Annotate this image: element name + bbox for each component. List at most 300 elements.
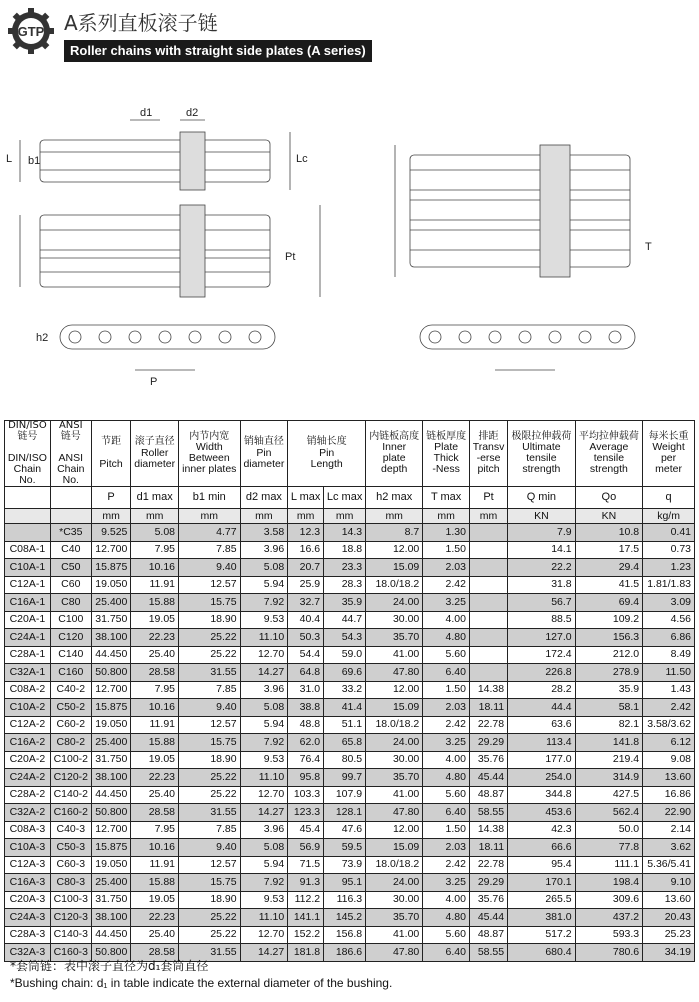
table-cell: C120-3 (50, 909, 91, 927)
table-cell: 265.5 (508, 891, 576, 909)
table-cell: 314.9 (575, 769, 643, 787)
table-cell: C08A-3 (5, 821, 51, 839)
table-row (5, 576, 695, 594)
table-row (5, 559, 695, 577)
table-cell: 18.11 (469, 839, 507, 857)
table-cell: 11.50 (643, 664, 695, 682)
table-cell: 6.86 (643, 629, 695, 647)
table-cell: 12.57 (179, 576, 241, 594)
table-cell: 38.8 (288, 699, 324, 717)
table-cell: 186.6 (324, 944, 366, 962)
table-cell: 34.19 (643, 944, 695, 962)
page-title-en: Roller chains with straight side plates (A series) (64, 40, 372, 62)
table-cell: 18.0/18.2 (366, 576, 423, 594)
table-cell: 24.00 (366, 874, 423, 892)
table-row (5, 524, 695, 542)
gtp-gear-logo (6, 6, 56, 56)
table-cell: 181.8 (288, 944, 324, 962)
table-cell: 31.0 (288, 681, 324, 699)
table-cell: 35.76 (469, 891, 507, 909)
table-cell: 19.05 (131, 751, 179, 769)
table-cell: 3.58/3.62 (643, 716, 695, 734)
table-cell: 5.36/5.41 (643, 856, 695, 874)
table-cell: 12.57 (179, 856, 241, 874)
table-cell: 44.7 (324, 611, 366, 629)
table-cell: 9.53 (240, 611, 288, 629)
label-h2: h2 (36, 332, 49, 344)
table-cell: mm (469, 509, 507, 524)
label-T: T (645, 241, 652, 253)
table-cell: 11.10 (240, 909, 288, 927)
table-cell: 54.3 (324, 629, 366, 647)
table-row (5, 821, 695, 839)
table-cell: 18.11 (469, 699, 507, 717)
table-cell: 123.3 (288, 804, 324, 822)
table-cell: 48.87 (469, 926, 507, 944)
table-cell: 20.7 (288, 559, 324, 577)
table-cell (50, 509, 91, 524)
table-cell: L max (288, 487, 324, 509)
table-cell: 12.700 (91, 681, 131, 699)
table-cell: C32A-3 (5, 944, 51, 962)
label-b1: b1 (28, 155, 41, 167)
table-cell: 5.08 (240, 559, 288, 577)
table-cell: 219.4 (575, 751, 643, 769)
table-cell: 17.5 (575, 541, 643, 559)
table-cell: mm (131, 509, 179, 524)
table-cell: 25.40 (131, 646, 179, 664)
table-cell: 31.750 (91, 891, 131, 909)
duplex-chain-drawing (20, 205, 320, 297)
table-cell: 8.49 (643, 646, 695, 664)
table-cell (469, 629, 507, 647)
table-cell: 95.8 (288, 769, 324, 787)
table-cell (5, 524, 51, 542)
table-cell: 44.4 (508, 699, 576, 717)
table-cell: C160-3 (50, 944, 91, 962)
label-Pt: Pt (285, 251, 296, 263)
table-cell: 517.2 (508, 926, 576, 944)
table-cell: 22.78 (469, 856, 507, 874)
table-cell: 16.6 (288, 541, 324, 559)
table-row (5, 629, 695, 647)
table-cell: 15.875 (91, 839, 131, 857)
table-cell: 30.00 (366, 891, 423, 909)
table-cell: C40-3 (50, 821, 91, 839)
table-cell (469, 559, 507, 577)
table-cell: d1 max (131, 487, 179, 509)
table-cell: 29.29 (469, 734, 507, 752)
table-cell: 22.23 (131, 909, 179, 927)
table-cell: 41.5 (575, 576, 643, 594)
table-cell: C28A-3 (5, 926, 51, 944)
table-cell: 112.2 (288, 891, 324, 909)
table-cell: 47.80 (366, 804, 423, 822)
table-cell: 9.40 (179, 559, 241, 577)
table-cell: mm (240, 509, 288, 524)
table-cell: 15.75 (179, 594, 241, 612)
table-cell: 9.53 (240, 891, 288, 909)
table-row (5, 594, 695, 612)
table-row (5, 611, 695, 629)
table-cell: mm (324, 509, 366, 524)
table-cell: 59.5 (324, 839, 366, 857)
table-cell: 20.43 (643, 909, 695, 927)
table-cell: 11.10 (240, 629, 288, 647)
table-cell: 172.4 (508, 646, 576, 664)
table-cell: 14.3 (324, 524, 366, 542)
table-row (5, 751, 695, 769)
table-cell: 41.4 (324, 699, 366, 717)
table-cell: 25.22 (179, 646, 241, 664)
table-row (5, 856, 695, 874)
table-cell: b1 min (179, 487, 241, 509)
table-cell: C50-2 (50, 699, 91, 717)
table-cell: 14.38 (469, 821, 507, 839)
table-cell: C120 (50, 629, 91, 647)
table-cell: 0.73 (643, 541, 695, 559)
table-cell: 35.9 (575, 681, 643, 699)
table-cell: C12A-2 (5, 716, 51, 734)
table-cell: 309.6 (575, 891, 643, 909)
table-cell: 7.95 (131, 821, 179, 839)
table-cell: 2.14 (643, 821, 695, 839)
table-cell: 10.8 (575, 524, 643, 542)
table-cell: 427.5 (575, 786, 643, 804)
table-cell: 41.00 (366, 786, 423, 804)
table-cell: 15.88 (131, 734, 179, 752)
table-cell: C20A-2 (5, 751, 51, 769)
table-cell: 15.75 (179, 874, 241, 892)
table-cell: 10.16 (131, 559, 179, 577)
table-cell: 31.55 (179, 804, 241, 822)
hdr-depth: 内链板高度 Inner plate depth (366, 421, 423, 487)
table-cell: 45.44 (469, 909, 507, 927)
table-cell: 31.55 (179, 664, 241, 682)
triplex-chain-drawing (395, 145, 630, 277)
hdr-pin: 销轴直径 Pin diameter (240, 421, 288, 487)
table-cell: 14.38 (469, 681, 507, 699)
table-cell: C40 (50, 541, 91, 559)
table-cell: C28A-2 (5, 786, 51, 804)
table-cell: 33.2 (324, 681, 366, 699)
hdr-roller: 滚子直径 Roller diameter (131, 421, 179, 487)
simplex-chain-drawing (20, 120, 290, 190)
table-cell: 32.7 (288, 594, 324, 612)
table-row (5, 681, 695, 699)
table-cell: 28.2 (508, 681, 576, 699)
table-cell: C12A-3 (5, 856, 51, 874)
table-cell: 3.96 (240, 681, 288, 699)
table-cell: 0.41 (643, 524, 695, 542)
table-cell: d2 max (240, 487, 288, 509)
table-cell: 22.2 (508, 559, 576, 577)
table-cell: C16A-3 (5, 874, 51, 892)
table-cell: mm (179, 509, 241, 524)
table-cell: 278.9 (575, 664, 643, 682)
table-cell: C80 (50, 594, 91, 612)
table-cell: q (643, 487, 695, 509)
table-cell: C10A-2 (5, 699, 51, 717)
table-cell: C60-2 (50, 716, 91, 734)
table-cell: 7.85 (179, 821, 241, 839)
table-cell: *C35 (50, 524, 91, 542)
chain-technical-drawings (0, 100, 699, 400)
table-cell: 6.12 (643, 734, 695, 752)
unit-row (5, 509, 695, 524)
table-cell: C140-3 (50, 926, 91, 944)
table-cell: 9.53 (240, 751, 288, 769)
table-cell: 12.3 (288, 524, 324, 542)
brand-text: GTP (17, 24, 45, 39)
table-cell: 10.16 (131, 699, 179, 717)
table-cell: 44.450 (91, 926, 131, 944)
table-row (5, 541, 695, 559)
table-cell: 4.00 (423, 611, 470, 629)
table-cell: Q min (508, 487, 576, 509)
table-cell: 5.60 (423, 646, 470, 664)
table-cell: 9.08 (643, 751, 695, 769)
footnotes (10, 958, 392, 992)
table-cell: 19.05 (131, 891, 179, 909)
label-d2: d2 (186, 107, 199, 119)
table-cell: 177.0 (508, 751, 576, 769)
table-cell: Lc max (324, 487, 366, 509)
table-cell: 29.29 (469, 874, 507, 892)
table-cell: 41.00 (366, 646, 423, 664)
hdr-width: 内节内宽 Width Between inner plates (179, 421, 241, 487)
table-cell: C50 (50, 559, 91, 577)
table-cell (469, 524, 507, 542)
note-en: *Bushing chain: d₁ in table indicate the external diameter of the bushing. (10, 976, 393, 990)
table-cell: 593.3 (575, 926, 643, 944)
table-cell (5, 487, 51, 509)
table-cell: 66.6 (508, 839, 576, 857)
table-cell: 3.25 (423, 874, 470, 892)
table-cell: 58.55 (469, 804, 507, 822)
table-cell: 3.25 (423, 734, 470, 752)
table-cell: 11.91 (131, 856, 179, 874)
table-cell: 680.4 (508, 944, 576, 962)
table-cell: 6.40 (423, 804, 470, 822)
table-cell: 12.57 (179, 716, 241, 734)
table-cell: 156.8 (324, 926, 366, 944)
table-cell: 7.95 (131, 681, 179, 699)
table-cell: 30.00 (366, 611, 423, 629)
table-cell: 381.0 (508, 909, 576, 927)
table-cell: 50.800 (91, 944, 131, 962)
table-cell: 50.3 (288, 629, 324, 647)
table-cell: 6.40 (423, 664, 470, 682)
table-row (5, 664, 695, 682)
table-cell: 226.8 (508, 664, 576, 682)
table-row (5, 646, 695, 664)
table-cell: 2.03 (423, 559, 470, 577)
table-cell: 25.40 (131, 926, 179, 944)
table-row (5, 734, 695, 752)
table-cell (469, 541, 507, 559)
table-cell: 562.4 (575, 804, 643, 822)
table-cell: 28.58 (131, 944, 179, 962)
table-cell: 3.09 (643, 594, 695, 612)
table-cell: 9.40 (179, 699, 241, 717)
table-cell: 7.95 (131, 541, 179, 559)
table-cell: mm (288, 509, 324, 524)
table-cell: C10A-1 (5, 559, 51, 577)
table-cell: 3.96 (240, 541, 288, 559)
table-cell: 5.60 (423, 926, 470, 944)
table-cell: C24A-2 (5, 769, 51, 787)
table-cell: 12.00 (366, 541, 423, 559)
table-cell: 14.27 (240, 944, 288, 962)
page-title-cn: A系列直板滚子链 (64, 11, 218, 35)
table-cell: KN (508, 509, 576, 524)
table-row (5, 891, 695, 909)
table-cell: 30.00 (366, 751, 423, 769)
spec-table (4, 420, 695, 962)
table-cell: Qo (575, 487, 643, 509)
table-cell: C100-2 (50, 751, 91, 769)
table-cell: 40.4 (288, 611, 324, 629)
table-cell: 31.8 (508, 576, 576, 594)
table-cell: 18.90 (179, 891, 241, 909)
table-cell: 58.1 (575, 699, 643, 717)
table-cell (469, 594, 507, 612)
table-cell: 141.8 (575, 734, 643, 752)
table-cell: 2.42 (423, 716, 470, 734)
table-cell: 212.0 (575, 646, 643, 664)
table-cell: 58.55 (469, 944, 507, 962)
table-cell: C20A-3 (5, 891, 51, 909)
table-row (5, 839, 695, 857)
table-cell: 2.42 (643, 699, 695, 717)
table-cell: 8.7 (366, 524, 423, 542)
table-cell: 10.16 (131, 839, 179, 857)
table-cell: KN (575, 509, 643, 524)
table-cell: 22.78 (469, 716, 507, 734)
table-cell: 145.2 (324, 909, 366, 927)
table-cell: 25.400 (91, 734, 131, 752)
table-cell: 3.96 (240, 821, 288, 839)
symbol-row (5, 487, 695, 509)
table-cell: 1.30 (423, 524, 470, 542)
table-cell: 54.4 (288, 646, 324, 664)
table-cell: 7.9 (508, 524, 576, 542)
table-cell: 45.44 (469, 769, 507, 787)
table-cell: 82.1 (575, 716, 643, 734)
table-cell: 170.1 (508, 874, 576, 892)
table-cell: mm (423, 509, 470, 524)
table-cell: 11.91 (131, 716, 179, 734)
table-cell: 12.70 (240, 786, 288, 804)
hdr-thick: 链板厚度 Plate Thick -Ness (423, 421, 470, 487)
table-cell: 50.800 (91, 804, 131, 822)
table-cell: 38.100 (91, 629, 131, 647)
label-d1: d1 (140, 107, 153, 119)
label-Lc: Lc (296, 153, 308, 165)
table-cell: 15.09 (366, 699, 423, 717)
table-cell: 24.00 (366, 594, 423, 612)
table-cell: 35.70 (366, 769, 423, 787)
table-cell: 254.0 (508, 769, 576, 787)
table-cell: 42.3 (508, 821, 576, 839)
table-cell: 18.0/18.2 (366, 856, 423, 874)
table-cell: 22.23 (131, 769, 179, 787)
table-cell: 5.94 (240, 856, 288, 874)
table-cell: 25.22 (179, 769, 241, 787)
table-cell: 141.1 (288, 909, 324, 927)
table-cell: 50.800 (91, 664, 131, 682)
table-cell (469, 611, 507, 629)
table-cell: 12.70 (240, 646, 288, 664)
table-cell: C80-3 (50, 874, 91, 892)
hdr-pinlen: 销轴长度 Pin Length (288, 421, 366, 487)
label-P: P (150, 376, 158, 388)
table-cell: 48.87 (469, 786, 507, 804)
hdr-pitch: 节距 Pitch (91, 421, 131, 487)
table-cell: C28A-1 (5, 646, 51, 664)
table-cell: 2.42 (423, 576, 470, 594)
table-cell: 15.88 (131, 594, 179, 612)
table-cell: C16A-2 (5, 734, 51, 752)
table-cell: 22.90 (643, 804, 695, 822)
hdr-ansi: ANSI 链号 ANSI Chain No. (50, 421, 91, 487)
table-cell: 437.2 (575, 909, 643, 927)
table-cell: 4.00 (423, 891, 470, 909)
table-cell: mm (91, 509, 131, 524)
table-cell: 6.40 (423, 944, 470, 962)
table-cell: 4.00 (423, 751, 470, 769)
table-cell: h2 max (366, 487, 423, 509)
table-cell: 13.60 (643, 891, 695, 909)
side-view-right (420, 325, 635, 370)
table-cell: Pt (469, 487, 507, 509)
table-cell: 24.00 (366, 734, 423, 752)
table-cell: 12.00 (366, 681, 423, 699)
table-cell: 25.40 (131, 786, 179, 804)
table-cell: C32A-2 (5, 804, 51, 822)
table-cell: 1.23 (643, 559, 695, 577)
table-cell: 7.92 (240, 874, 288, 892)
table-cell: 25.23 (643, 926, 695, 944)
label-L: L (6, 153, 13, 165)
table-cell: 99.7 (324, 769, 366, 787)
table-cell: 50.0 (575, 821, 643, 839)
table-cell: mm (366, 509, 423, 524)
table-row (5, 699, 695, 717)
table-cell: 31.55 (179, 944, 241, 962)
table-cell: 38.100 (91, 909, 131, 927)
table-cell: 344.8 (508, 786, 576, 804)
table-cell: 1.43 (643, 681, 695, 699)
note-cn: *套筒链：表中滚子直径为d₁套筒直径 (10, 959, 209, 973)
table-cell: 780.6 (575, 944, 643, 962)
table-cell: 35.76 (469, 751, 507, 769)
table-cell: 7.85 (179, 541, 241, 559)
table-cell: 71.5 (288, 856, 324, 874)
table-cell: 453.6 (508, 804, 576, 822)
table-cell: 48.8 (288, 716, 324, 734)
table-cell: C60-3 (50, 856, 91, 874)
table-cell: 11.91 (131, 576, 179, 594)
table-cell: 15.09 (366, 839, 423, 857)
table-cell: 5.94 (240, 716, 288, 734)
table-cell: C08A-2 (5, 681, 51, 699)
table-cell: 88.5 (508, 611, 576, 629)
table-cell: 11.10 (240, 769, 288, 787)
table-cell: 152.2 (288, 926, 324, 944)
table-cell: 5.08 (240, 699, 288, 717)
